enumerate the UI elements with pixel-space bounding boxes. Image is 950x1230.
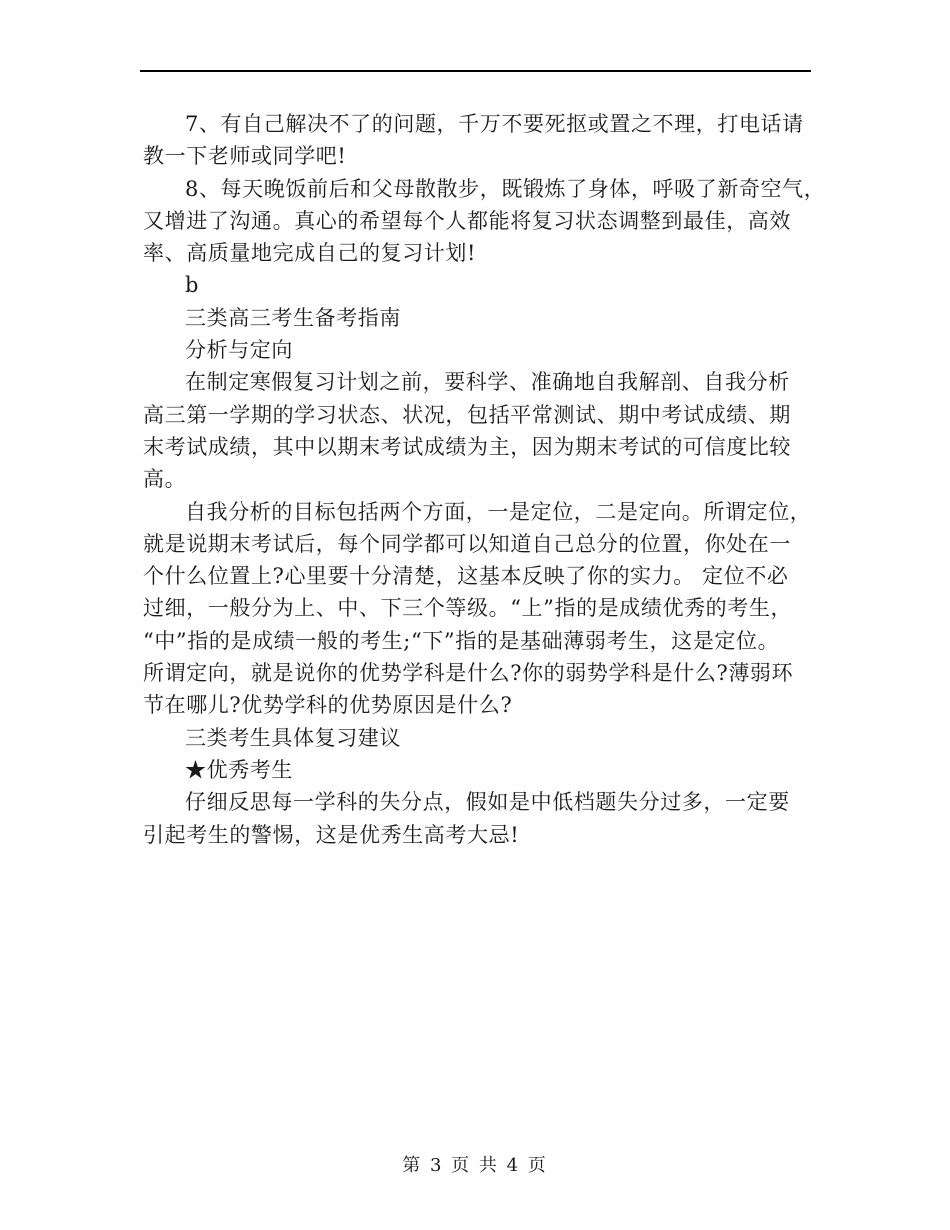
text-line: 8、每天晚饭前后和父母散散步，既锻炼了身体，呼吸了新奇空气， <box>185 176 826 201</box>
text-line: 所谓定向，就是说你的优势学科是什么?你的弱势学科是什么?薄弱环 <box>143 661 794 686</box>
text-line: 仔细反思每一学科的失分点，假如是中低档题失分过多，一定要 <box>185 790 790 815</box>
text-line: 高三第一学期的学习状态、状况，包括平常测试、期中考试成绩、期 <box>143 402 791 427</box>
subsection-heading <box>143 722 823 754</box>
text-line: 在制定寒假复习计划之前，要科学、准确地自我解剖、自我分析 <box>185 370 790 395</box>
subsection-heading <box>143 754 823 786</box>
paragraph-tip-8 <box>143 173 826 270</box>
text-line: 三类考生具体复习建议 <box>185 725 401 750</box>
text-line: ★优秀考生 <box>185 757 293 782</box>
paragraph-marker <box>143 269 823 301</box>
text-line: 率、高质量地完成自己的复习计划! <box>143 241 477 266</box>
text-line: 高。 <box>143 467 187 492</box>
paragraph-excellent-students <box>143 786 823 851</box>
paragraph-positioning <box>143 496 823 722</box>
header-rule <box>140 70 811 72</box>
text-line: 三类高三考生备考指南 <box>185 305 401 330</box>
subsection-heading <box>143 334 823 366</box>
text-line: 7、有自己解决不了的问题，千万不要死抠或置之不理，打电话请 <box>185 112 804 136</box>
text-line: 个什么位置上?心里要十分清楚，这基本反映了你的实力。 定位不必 <box>143 564 789 589</box>
text-line: “中”指的是成绩一般的考生;“下”指的是基础薄弱考生，这是定位。 <box>143 628 780 653</box>
page-number-footer: 第 3 页 共 4 页 <box>402 1155 548 1176</box>
document-body <box>143 108 826 851</box>
text-line: 教一下老师或同学吧! <box>143 144 347 169</box>
text-line: b <box>185 273 200 298</box>
text-line: 引起考生的警惕，这是优秀生高考大忌! <box>143 822 520 847</box>
paragraph-analysis <box>143 366 823 495</box>
text-line: 节在哪儿?优势学科的优势原因是什么? <box>143 693 513 718</box>
text-line: 自我分析的目标包括两个方面，一是定位，二是定向。所谓定位， <box>185 499 812 524</box>
text-line: 末考试成绩，其中以期末考试成绩为主，因为期末考试的可信度比较 <box>143 434 791 459</box>
section-heading <box>143 302 823 334</box>
text-line: 又增进了沟通。真心的希望每个人都能将复习状态调整到最佳，高效 <box>143 208 791 233</box>
text-line: 就是说期末考试后，每个同学都可以知道自己总分的位置，你处在一 <box>143 531 791 556</box>
text-line: 过细，一般分为上、中、下三个等级。“上”指的是成绩优秀的考生， <box>143 596 793 621</box>
text-line: 分析与定向 <box>185 338 293 363</box>
paragraph-tip-7 <box>143 108 823 173</box>
